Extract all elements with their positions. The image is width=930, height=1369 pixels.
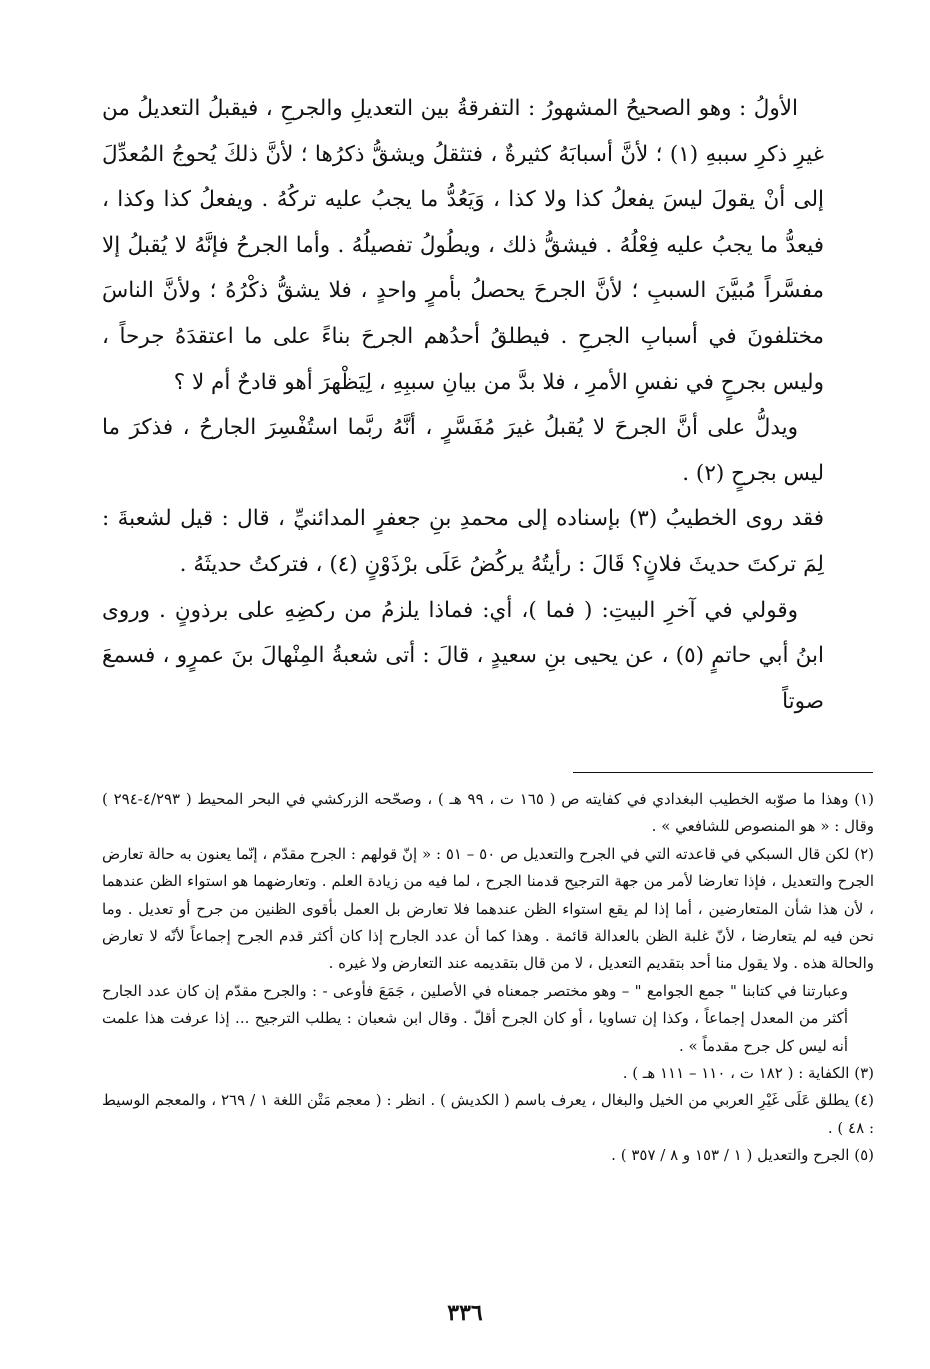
footnote-2-continuation: وعبارتنا في كتابنا " جمع الجوامع " – وهو مختصر جمعناه في الأصلين ، جَمَعَ فأوعى - : والجرح مقدّم إن كان عدد الجارح أكثر من المعدل إجماعاً ، وكذا إن تساويا ، أو كان الجرح أقلّ . وقال ابن شعبان : يطلب الترجيح ... إذا عرفت هذا علمت أنه ليس كل جرح مقدماً » . [102,981,848,1055]
page-number: ٣٣٦ [447,1300,483,1326]
paragraph-evidence: ويدلُّ على أنَّ الجرحَ لا يُقبلُ غيرَ مُفَسَّرٍ ، أنَّهُ ربَّما استُفْسِرَ الجارحُ ، فذكرَ ما ليس بجرحٍ (٢) . [102,415,824,486]
main-text-block [102,86,824,724]
footnote-5: (٥) الجرح والتعديل ( ١ / ١٥٣ و ٨ / ٣٥٧ ) . [611,1146,874,1165]
paragraph-first-opinion: الأولُ : وهو الصحيحُ المشهورُ : التفرقةُ بين التعديلِ والجرحِ ، فيقبلُ التعديلُ من غيرِ ذكرِ سببهِ (١) ؛ لأنَّ أسبابَهُ كثيرةٌ ، فتثقلُ ويشقُّ ذكرُها ؛ لأنَّ ذلكَ يُحوجُ المُعدِّلَ إلى أنْ يقولَ ليسَ يفعلُ كذا ولا كذا ، وَيَعُدُّ ما يجبُ عليه تركُهُ . ويفعلُ كذا وكذا ، فيعدُّ ما يجبُ عليه فِعْلُهُ . فيشقُّ ذلك ، ويطُولُ تفصيلُهُ . وأما الجرحُ فإنَّهُ لا يُقبلُ إلا مفسَّراً مُبيَّنَ السببِ ؛ لأنَّ الجرحَ يحصلُ بأمرٍ واحدٍ ، فلا يشقُّ ذكْرُهُ ؛ ولأنَّ الناسَ مختلفونَ في أسبابِ الجرحِ . فيطلقُ أحدُهم الجرحَ بناءً على ما اعتقدَهُ جرحاً ، وليس بجرحٍ في نفسِ الأمرِ ، فلا بدَّ من بيانِ سببِهِ ، لِيَظْهرَ أهو قادحٌ أم لا ؟ [102,96,825,395]
paragraph-khatib-narration: فقد روى الخطيبُ (٣) بإسناده إلى محمدِ بنِ جعفرٍ المدائنيِّ ، قال : قيل لشعبةَ : لِمَ تركتَ حديثَ فلانٍ؟ قَالَ : رأيتُهُ يركُضُ عَلَى برْذَوْنٍ (٤) ، فتركتُ حديثَهُ . [102,506,825,577]
footnote-divider [573,772,873,773]
footnote-4: (٤) يطلق عَلَى غَيْرِ العربي من الخيل والبغال ، يعرف باسم ( الكديش ) . انظر : ( معجم مَتْن اللغة ١ / ٢٦٩ ، والمعجم الوسيط : ٤٨ ) . [102,1091,875,1137]
paragraph-verse-explanation: وقولي في آخرِ البيتِ: ( فما )، أي: فماذا يلزمُ من ركضِهِ على برذونٍ . وروى ابنُ أبي حاتمٍ (٥) ، عن يحيى بنِ سعيدٍ ، قالَ : أتى شعبةُ المِنْهالَ بنَ عمرٍو ، فسمعَ صوتاً [102,597,825,714]
footnote-2: (٢) لكن قال السبكي في قاعدته التي في الجرح والتعديل ص ٥٠ – ٥١ : « إنّ قولهم : الجرح مقدّم ، إنّما يعنون به حالة تعارض الجرح والتعديل ، فإذا تعارضا لأمر من جهة الترجيح قدمنا الجرح ، لما فيه من زيادة العلم . وتعارضهما هو استواء الظن عندهما ، لأن هذا شأن المتعارضين ، أما إذا لم يقع استواء الظن عندهما فلا تعارض بل العمل بأقوى الظنين من جرح أو تعديل . وما نحن فيه لم يتعارضا ، لأنّ غلبة الظن بالعدالة قائمة . وهذا كما أن عدد الجارح إذا كان أكثر قدم الجرح إجماعاً لأنّه لا تعارض والحالة هذه . ولا يقول منا أحد بتقديم التعديل ، لا من قال بتقديمه عند التعارض ولا غيره . [102,844,874,973]
footnotes-block [102,786,874,1170]
footnote-1: (١) وهذا ما صوّبه الخطيب البغدادي في كفايته ص ( ١٦٥ ت ، ٩٩ هـ ) ، وصحّحه الزركشي في البحر المحيط ( ٤/٢٩٣-٢٩٤ ) وقال : « هو المنصوص للشافعي » . [102,790,874,836]
footnote-3: (٣) الكفاية : ( ١٨٢ ت ، ١١٠ – ١١١ هـ ) . [622,1064,874,1083]
